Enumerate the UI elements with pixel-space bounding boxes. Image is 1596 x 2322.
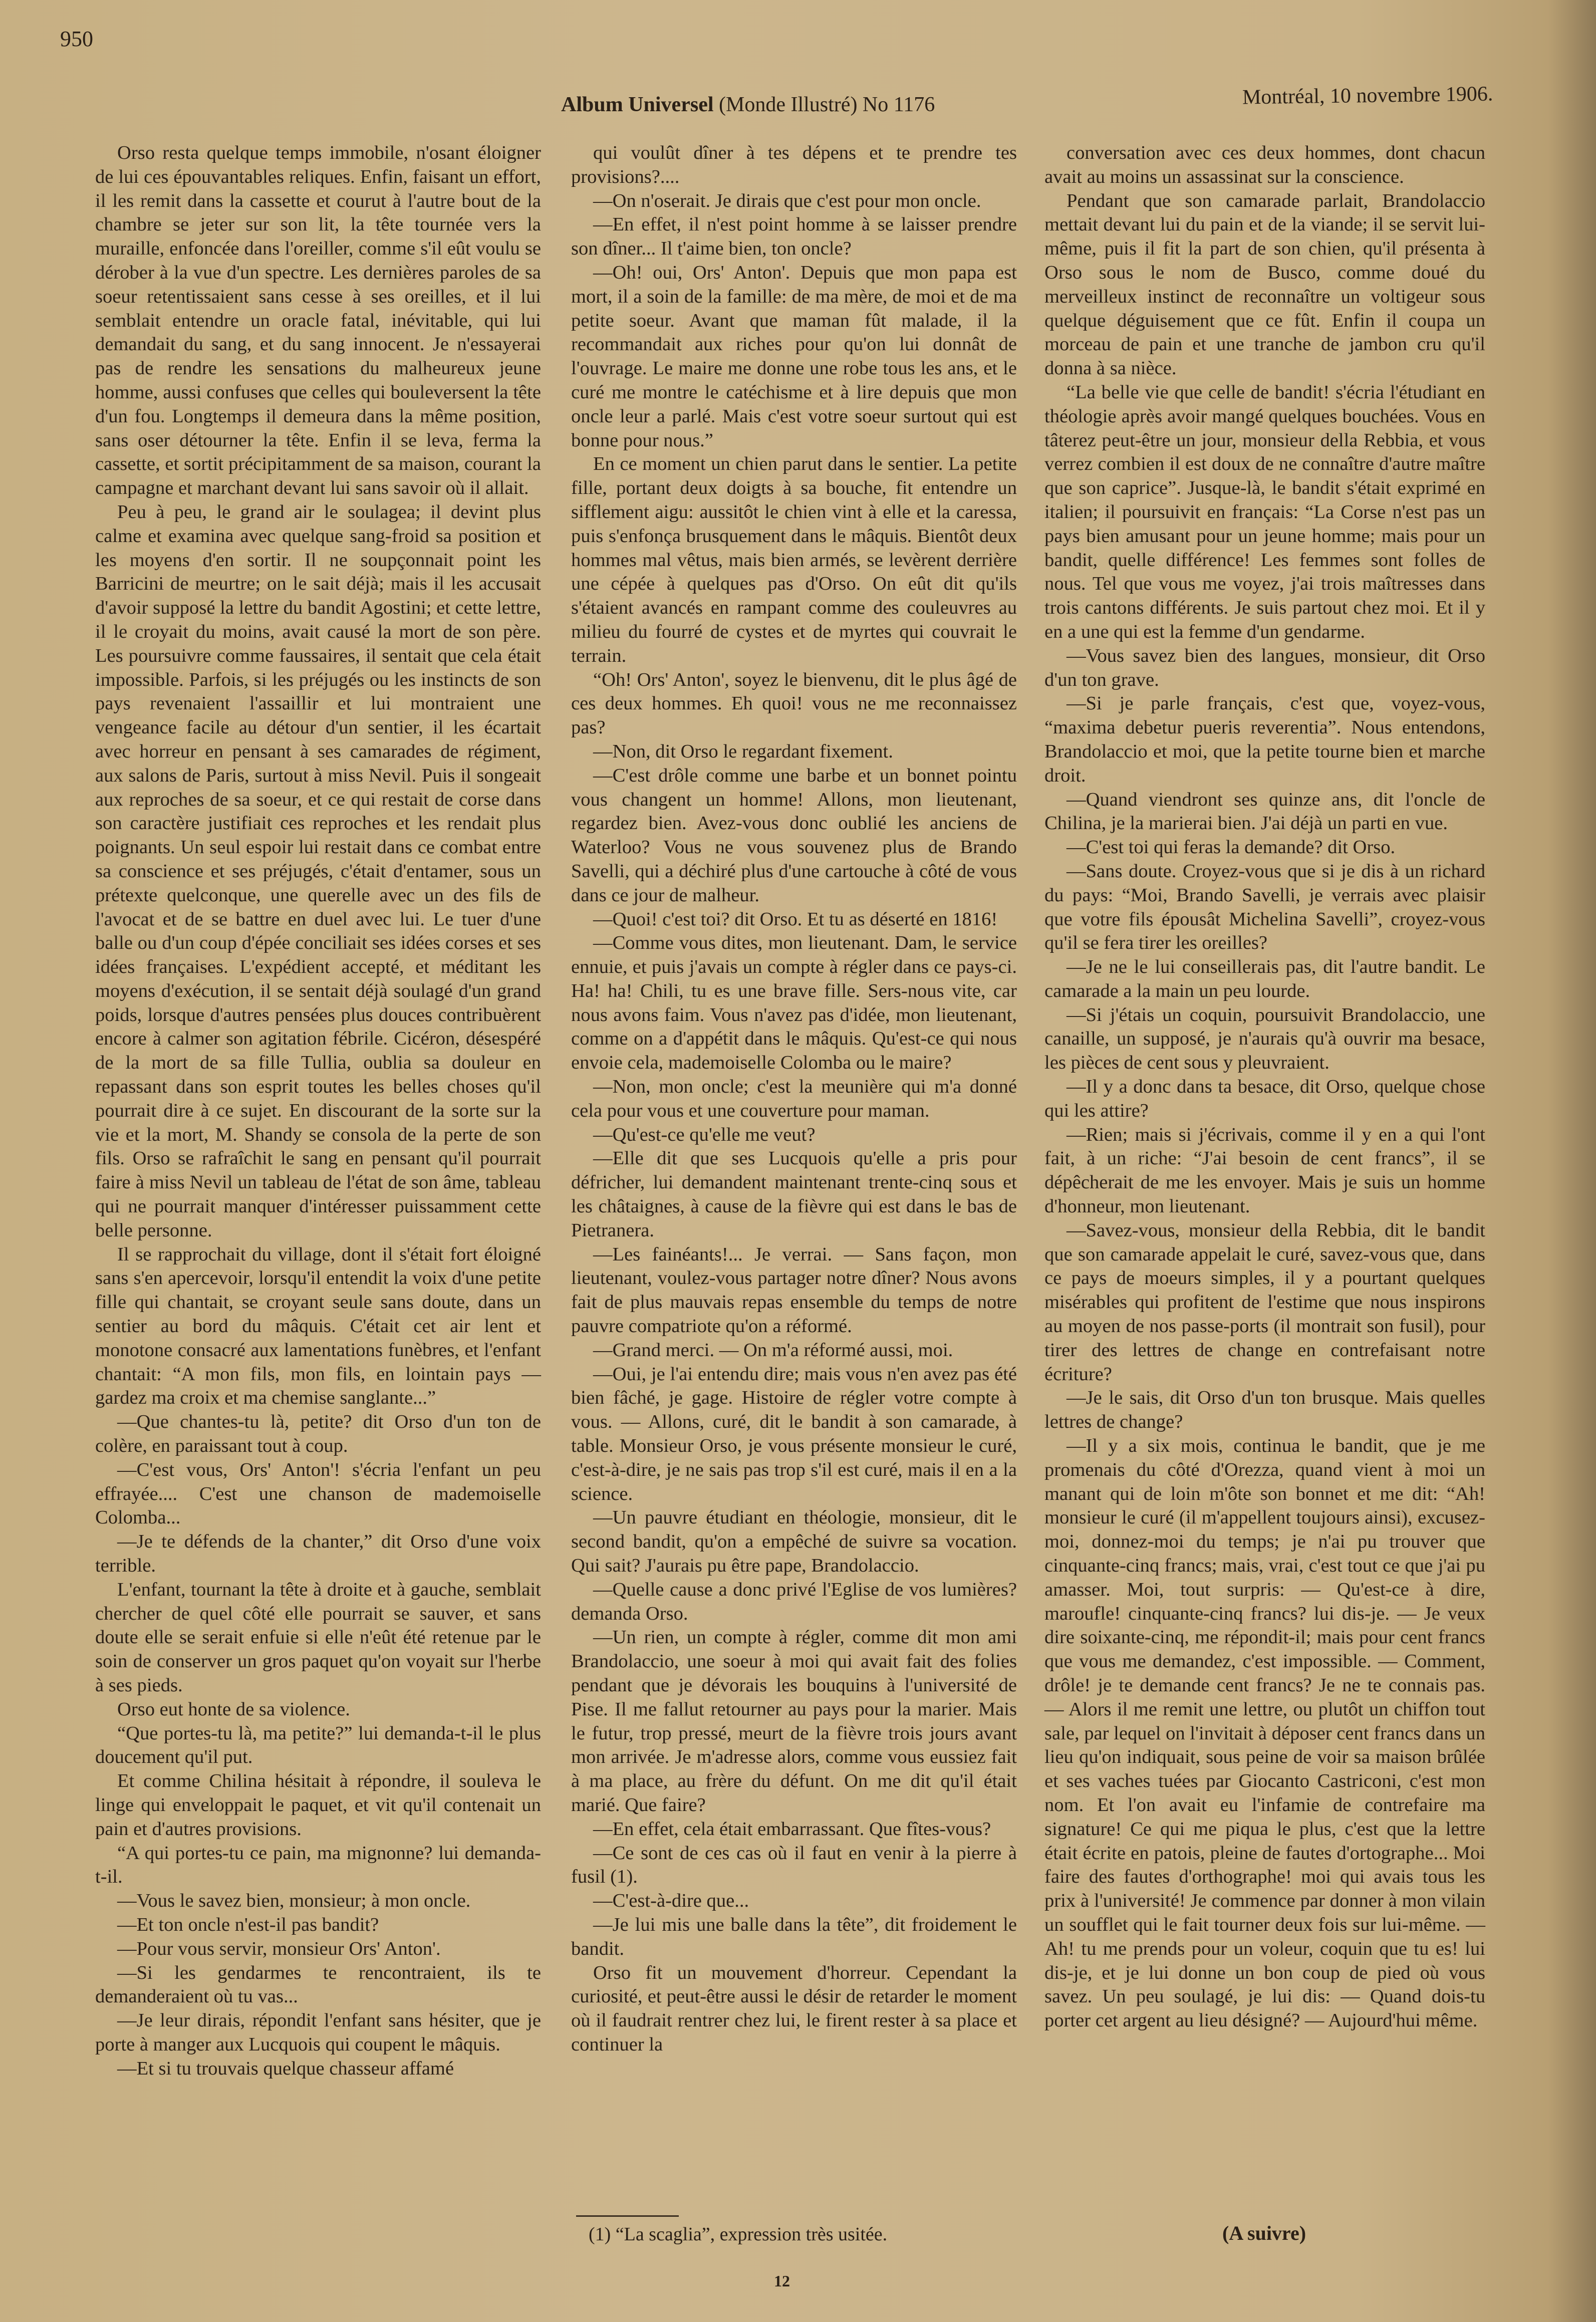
paragraph: —Les fainéants!... Je verrai. — Sans façon, mon lieutenant, voulez-vous partager notre dîner? Nous avons fait de plus mauvais repas ensemble du temps de notre pauvre compatriote qu'on a réformé. xyxy=(571,1243,1017,1337)
paragraph: —En effet, il n'est point homme à se laisser prendre son dîner... Il t'aime bien, ton oncle? xyxy=(571,214,1017,260)
paragraph: —Je lui mis une balle dans la tête”, dit froidement le bandit. xyxy=(571,1914,1017,1959)
paragraph: —Quand viendront ses quinze ans, dit l'oncle de Chilina, je la marierai bien. J'ai déjà un parti en vue. xyxy=(1044,789,1485,834)
to-be-continued: (A suivre) xyxy=(1222,2222,1306,2244)
paragraph: Orso eut honte de sa violence. xyxy=(117,1698,350,1720)
footnote: (1) “La scaglia”, expression très usitée. xyxy=(589,2224,888,2245)
page-header xyxy=(561,82,1493,123)
text-column-1 xyxy=(95,141,541,2081)
paragraph: “Que portes-tu là, ma petite?” lui demanda-t-il le plus doucement qu'il put. xyxy=(95,1722,541,1768)
publication-name: Album Universel xyxy=(561,93,714,116)
paragraph: —Comme vous dites, mon lieutenant. Dam, le service ennuie, et puis j'avais un compte à régler dans ce pays-ci. Ha! ha! Chili, tu es une brave fille. Sers-nous vite, car nous avons faim. Vous n'avez pas d'idée, mon lieutenant, comme on a d'appétit dans le mâquis. Qu'est-ce qui nous envoie cela, mademoiselle Colomba ou le maire? xyxy=(571,932,1017,1074)
paragraph: Et comme Chilina hésitait à répondre, il souleva le linge qui enveloppait le paquet, et vit qu'il contenait un pain et d'autres provisions. xyxy=(95,1770,541,1840)
publication-title xyxy=(561,93,935,117)
paragraph: qui voulût dîner à tes dépens et te prendre tes provisions?.... xyxy=(571,142,1017,187)
paragraph: —En effet, cela était embarrassant. Que fîtes-vous? xyxy=(593,1818,991,1840)
footer-page-number: 12 xyxy=(774,2272,790,2290)
paragraph: —Rien; mais si j'écrivais, comme il y en a qui l'ont fait, à un riche: “J'ai besoin de cent francs”, il se dépêcherait de me les envoyer. Mais je suis un homme d'honneur, mon lieutenant. xyxy=(1044,1124,1485,1217)
text-column-2 xyxy=(571,141,1017,2057)
paragraph: —Et si tu trouvais quelque chasseur affamé xyxy=(117,2057,454,2079)
paragraph: —Je te défends de la chanter,” dit Orso d'une voix terrible. xyxy=(95,1531,541,1577)
paragraph: —Ce sont de ces cas où il faut en venir à la pierre à fusil (1). xyxy=(571,1842,1017,1888)
publication-date: Montréal, 10 novembre 1906. xyxy=(1242,82,1493,109)
paragraph: L'enfant, tournant la tête à droite et à gauche, semblait chercher de quel côté elle pourrait se sauver, et sans doute elle se serait enfuie si elle n'eût été retenue par le soin de conserver un gros paquet qu'on voyait sur l'herbe à ses pieds. xyxy=(95,1579,541,1696)
paragraph: —Savez-vous, monsieur della Rebbia, dit le bandit que son camarade appelait le curé, savez-vous que, dans ce pays de moeurs simples, il y a pourtant quelques misérables qui profitent de l'estime que nous inspirons au moyen de nos passe-ports (il montrait son fusil), pour tirer des lettres de change en contrefaisant notre écriture? xyxy=(1044,1219,1485,1385)
paragraph: —Qu'est-ce qu'elle me veut? xyxy=(593,1124,816,1145)
paragraph: —Grand merci. — On m'a réformé aussi, moi. xyxy=(593,1339,953,1361)
paragraph: “Oh! Ors' Anton', soyez le bienvenu, dit le plus âgé de ces deux hommes. Eh quoi! vous ne me reconnaissez pas? xyxy=(571,669,1017,738)
paragraph: —Que chantes-tu là, petite? dit Orso d'un ton de colère, en paraissant tout à coup. xyxy=(95,1411,541,1457)
paragraph: —Si je parle français, c'est que, voyez-vous, “maxima debetur pueris reverentia”. Nous entendons, Brandolaccio et moi, que la petite tourne bien et marche droit. xyxy=(1044,693,1485,786)
paragraph: Il se rapprochait du village, dont il s'était fort éloigné sans s'en apercevoir, lorsqu'il entendit la voix d'une petite fille qui chantait, se croyant seule sans doute, dans un sentier au bord du mâquis. C'était cet air lent et monotone consacré aux lamentations funèbres, et l'enfant chantait: “A mon fils, mon fils, en lointain pays — gardez ma croix et ma chemise sanglante...” xyxy=(95,1243,541,1409)
paragraph: —Si les gendarmes te rencontraient, ils te demanderaient où tu vas... xyxy=(95,1962,541,2007)
paragraph: Peu à peu, le grand air le soulagea; il devint plus calme et examina avec quelque sang-froid sa position et les moyens d'en sortir. Il ne soupçonnait point les Barricini de meurtre; on le sait déjà; mais il les accusait d'avoir supposé la lettre du bandit Agostini; et cette lettre, il le croyait du moins, avait causé la mort de son père. Les poursuivre comme faussaires, il sentait que cela était impossible. Parfois, si les préjugés ou les instincts de son pays revenaient l'assaillir et lui montraient une vengeance facile au détour d'un sentier, il les écartait avec horreur en pensant à ses camarades de régiment, aux salons de Paris, surtout à miss Nevil. Puis il songeait aux reproches de sa soeur, et ce qui restait de corse dans son caractère justifiait ces reproches et les rendait plus poignants. Un seul espoir lui restait dans ce combat entre sa conscience et ses préjugés, c'était d'entamer, sous un prétexte quelconque, une querelle avec un des fils de l'avocat et de se battre en duel avec lui. Le tuer d'une balle ou d'un coup d'épée conciliait ses idées corses et ses idées françaises. L'expédient accepté, et méditant les moyens d'exécution, il se sentait déjà soulagé d'un grand poids, lorsque d'autres pensées plus douces contribuèrent encore à calmer son agitation fébrile. Cicéron, désespéré de la mort de sa fille Tullia, oublia sa douleur en repassant dans son esprit toutes les belles choses qu'il pourrait dire à ce sujet. En discourant de la sorte sur la vie et la mort, M. Shandy se consola de la perte de son fils. Orso se rafraîchit le sang en pensant qu'il pourrait faire à miss Nevil un tableau de l'état de son âme, tableau qui ne pourrait manquer d'intéresser puissamment cette belle personne. xyxy=(95,501,541,1241)
paragraph: —Oh! oui, Ors' Anton'. Depuis que mon papa est mort, il a soin de la famille: de ma mère, de moi et de ma petite soeur. Avant que maman fût malade, il la recommandait aux riches pour qu'on lui donnât de l'ouvrage. Le maire me donne une robe tous les ans, et le curé me montre le catéchisme et à lire depuis que mon oncle leur a parlé. Mais c'est votre soeur surtout qui est bonne pour nous.” xyxy=(571,262,1017,451)
paragraph: Orso fit un mouvement d'horreur. Cependant la curiosité, et peut-être aussi le désir de retarder le moment où il faudrait rentrer chez lui, le firent rester à sa place et continuer la xyxy=(571,1962,1017,2055)
paragraph: —Je le sais, dit Orso d'un ton brusque. Mais quelles lettres de change? xyxy=(1044,1387,1485,1433)
paragraph: —Si j'étais un coquin, poursuivit Brandolaccio, une canaille, un supposé, je n'aurais qu'à ouvrir ma besace, les pièces de cent sous y pleuvraient. xyxy=(1044,1004,1485,1074)
paragraph: —Sans doute. Croyez-vous que si je dis à un richard du pays: “Moi, Brando Savelli, je verrais avec plaisir que votre fils épousât Michelina Savelli”, croyez-vous qu'il se fera tirer les oreilles? xyxy=(1044,860,1485,954)
page-number: 950 xyxy=(60,27,93,51)
paragraph: —C'est toi qui feras la demande? dit Orso. xyxy=(1067,837,1396,858)
paragraph: —Il y a six mois, continua le bandit, que je me promenais du côté d'Orezza, quand vient à moi un manant qui de loin m'ôte son bonnet et me dit: “Ah! monsieur le curé (il m'appellent toujours ainsi), excusez-moi, donnez-moi du temps; je n'ai pu trouver que cinquante-cinq francs; mais, vrai, c'est tout ce que j'ai pu amasser. Moi, tout surpris: — Qu'est-ce à dire, maroufle! cinquante-cinq francs? lui dis-je. — Je veux dire soixante-cinq, me répondit-il; mais pour cent francs que vous me demandez, c'est impossible. — Comment, drôle! je te demande cent francs? Je ne te connais pas. — Alors il me remit une lettre, ou plutôt un chiffon tout sale, par lequel on l'invitait à déposer cent francs dans un lieu qu'on indiquait, sous peine de voir sa maison brûlée et ses vaches tuées par Giocanto Castriconi, c'est mon nom. Et l'on avait eu l'infamie de contrefaire ma signature! Ce qui me piqua le plus, c'est que la lettre était écrite en patois, pleine de fautes d'ortographe... Moi faire des fautes d'orthographe! moi qui avais tous les prix à l'université! Je commence par donner à mon vilain un soufflet qui le fait tourner deux fois sur lui-même. — Ah! tu me prends pour un voleur, coquin que tu es! lui dis-je, et je lui donne un bon coup de pied où vous savez. Un peu soulagé, je lui dis: — Quand dois-tu porter cet argent au lieu désigné? — Aujourd'hui même. xyxy=(1044,1435,1486,2031)
paragraph: Orso resta quelque temps immobile, n'osant éloigner de lui ces épouvantables reliques. Enfin, faisant un effort, il les remit dans la cassette et courut à l'autre bout de la chambre se jeter sur son lit, la tête tournée vers la muraille, enfoncée dans l'oreiller, comme s'il eût voulu se dérober à la vue d'un spectre. Les dernières paroles de sa soeur retentissaient sans cesse à ses oreilles, et il lui semblait entendre un oracle fatal, inévitable, qui lui demandait du sang, et du sang innocent. Je n'essayerai pas de rendre les sensations du malheureux jeune homme, aussi confuses que celles qui bouleversent la tête d'un fou. Longtemps il demeura dans la même position, sans oser détourner la tête. Enfin il se leva, ferma la cassette, et sortit précipitamment de sa maison, courant la campagne et marchant devant lui sans savoir où il allait. xyxy=(95,142,541,499)
paragraph: —Un rien, un compte à régler, comme dit mon ami Brandolaccio, une soeur à moi qui avait fait des folies pendant que je dévorais les bouquins à l'université de Pise. Il me fallut retourner au pays pour la marier. Mais le futur, trop pressé, meurt de la fièvre trois jours avant mon arrivée. Je m'adresse alors, comme vous eussiez fait à ma place, au frère du défunt. On me dit qu'il était marié. Que faire? xyxy=(571,1627,1017,1816)
paragraph: Pendant que son camarade parlait, Brandolaccio mettait devant lui du pain et de la viande; il se servit lui-même, puis il fit la part de son chien, qu'il présenta à Orso sous le nom de Busco, comme doué du merveilleux instinct de reconnaître un voltigeur sous quelque déguisement que ce fût. Enfin il coupa un morceau de pain et une tranche de jambon cru qu'il donna à sa nièce. xyxy=(1044,190,1485,379)
paragraph: —On n'oserait. Je dirais que c'est pour mon oncle. xyxy=(593,190,981,211)
paragraph: —Je ne le lui conseillerais pas, dit l'autre bandit. Le camarade a la main un peu lourde. xyxy=(1044,956,1485,1001)
paragraph: conversation avec ces deux hommes, dont chacun avait au moins un assassinat sur la conscience. xyxy=(1044,142,1485,187)
paragraph: —Vous le savez bien, monsieur; à mon oncle. xyxy=(117,1890,471,1912)
paragraph: En ce moment un chien parut dans le sentier. La petite fille, portant deux doigts à sa bouche, fit entendre un sifflement aigu: aussitôt le chien vint à elle et la caressa, puis s'enfonça brusquement dans le mâquis. Bientôt deux hommes mal vêtus, mais bien armés, se levèrent derrière une cépée à quelques pas d'Orso. On eût dit qu'ils s'étaient avancés en rampant comme des couleuvres au milieu du fourré de cystes et de myrtes qui couvrait le terrain. xyxy=(571,453,1017,666)
paragraph: —Quelle cause a donc privé l'Eglise de vos lumières? demanda Orso. xyxy=(571,1579,1017,1624)
paragraph: —C'est-à-dire que... xyxy=(593,1890,749,1912)
paragraph: —Elle dit que ses Lucquois qu'elle a pris pour défricher, lui demandent maintenant trente-cinq sous et les châtaignes, à cause de la fièvre qui est dans le bas de Pietranera. xyxy=(571,1148,1017,1241)
paragraph: —Vous savez bien des langues, monsieur, dit Orso d'un ton grave. xyxy=(1044,645,1485,690)
paragraph: —Quoi! c'est toi? dit Orso. Et tu as déserté en 1816! xyxy=(593,908,998,930)
footnote-divider xyxy=(576,2215,679,2217)
paragraph: “A qui portes-tu ce pain, ma mignonne? lui demanda-t-il. xyxy=(95,1842,541,1888)
paragraph: —Non, mon oncle; c'est la meunière qui m'a donné cela pour vous et une couverture pour maman. xyxy=(571,1076,1017,1121)
text-column-3 xyxy=(1044,141,1485,2033)
paragraph: —Pour vous servir, monsieur Ors' Anton'. xyxy=(117,1938,441,1959)
paragraph: —C'est drôle comme une barbe et un bonnet pointu vous changent un homme! Allons, mon lieutenant, regardez bien. Avez-vous donc oublié les anciens de Waterloo? Vous ne vous souvenez plus de Brando Savelli, qui a déchiré plus d'une cartouche à côté de vous dans ce jour de malheur. xyxy=(571,764,1017,906)
paragraph: —Oui, je l'ai entendu dire; mais vous n'en avez pas été bien fâché, je gage. Histoire de régler votre compte à vous. — Allons, curé, dit le bandit à son camarade, à table. Monsieur Orso, je vous présente monsieur le curé, c'est-à-dire, je ne sais pas trop s'il est curé, mais il en a la science. xyxy=(571,1363,1017,1504)
paragraph: —Un pauvre étudiant en théologie, monsieur, dit le second bandit, qu'on a empêché de suivre sa vocation. Qui sait? J'aurais pu être pape, Brandolaccio. xyxy=(571,1507,1017,1577)
paragraph: —Il y a donc dans ta besace, dit Orso, quelque chose qui les attire? xyxy=(1044,1076,1485,1121)
paragraph: —Non, dit Orso le regardant fixement. xyxy=(593,740,893,762)
paragraph: —C'est vous, Ors' Anton'! s'écria l'enfant un peu effrayée.... C'est une chanson de mademoiselle Colomba... xyxy=(95,1459,541,1528)
paragraph: —Et ton oncle n'est-il pas bandit? xyxy=(117,1914,379,1935)
publication-edition: (Monde Illustré) No 1176 xyxy=(719,93,935,116)
paragraph: “La belle vie que celle de bandit! s'écria l'étudiant en théologie après avoir mangé quelques bouchées. Vous en tâterez peut-être un jour, monsieur della Rebbia, et vous verrez combien il est doux de ne connaître d'autre maître que son caprice”. Jusque-là, le bandit s'était exprimé en italien; il poursuivit en français: “La Corse n'est pas un pays bien amusant pour un jeune homme; mais pour un bandit, quelle différence! Les femmes sont folles de nous. Tel que vous me voyez, j'ai trois maîtresses dans trois cantons différents. Je suis partout chez moi. Et il y en a une qui est la femme d'un gendarme. xyxy=(1044,381,1485,642)
paragraph: —Je leur dirais, répondit l'enfant sans hésiter, que je porte à manger aux Lucquois qui coupent le mâquis. xyxy=(95,2010,541,2055)
